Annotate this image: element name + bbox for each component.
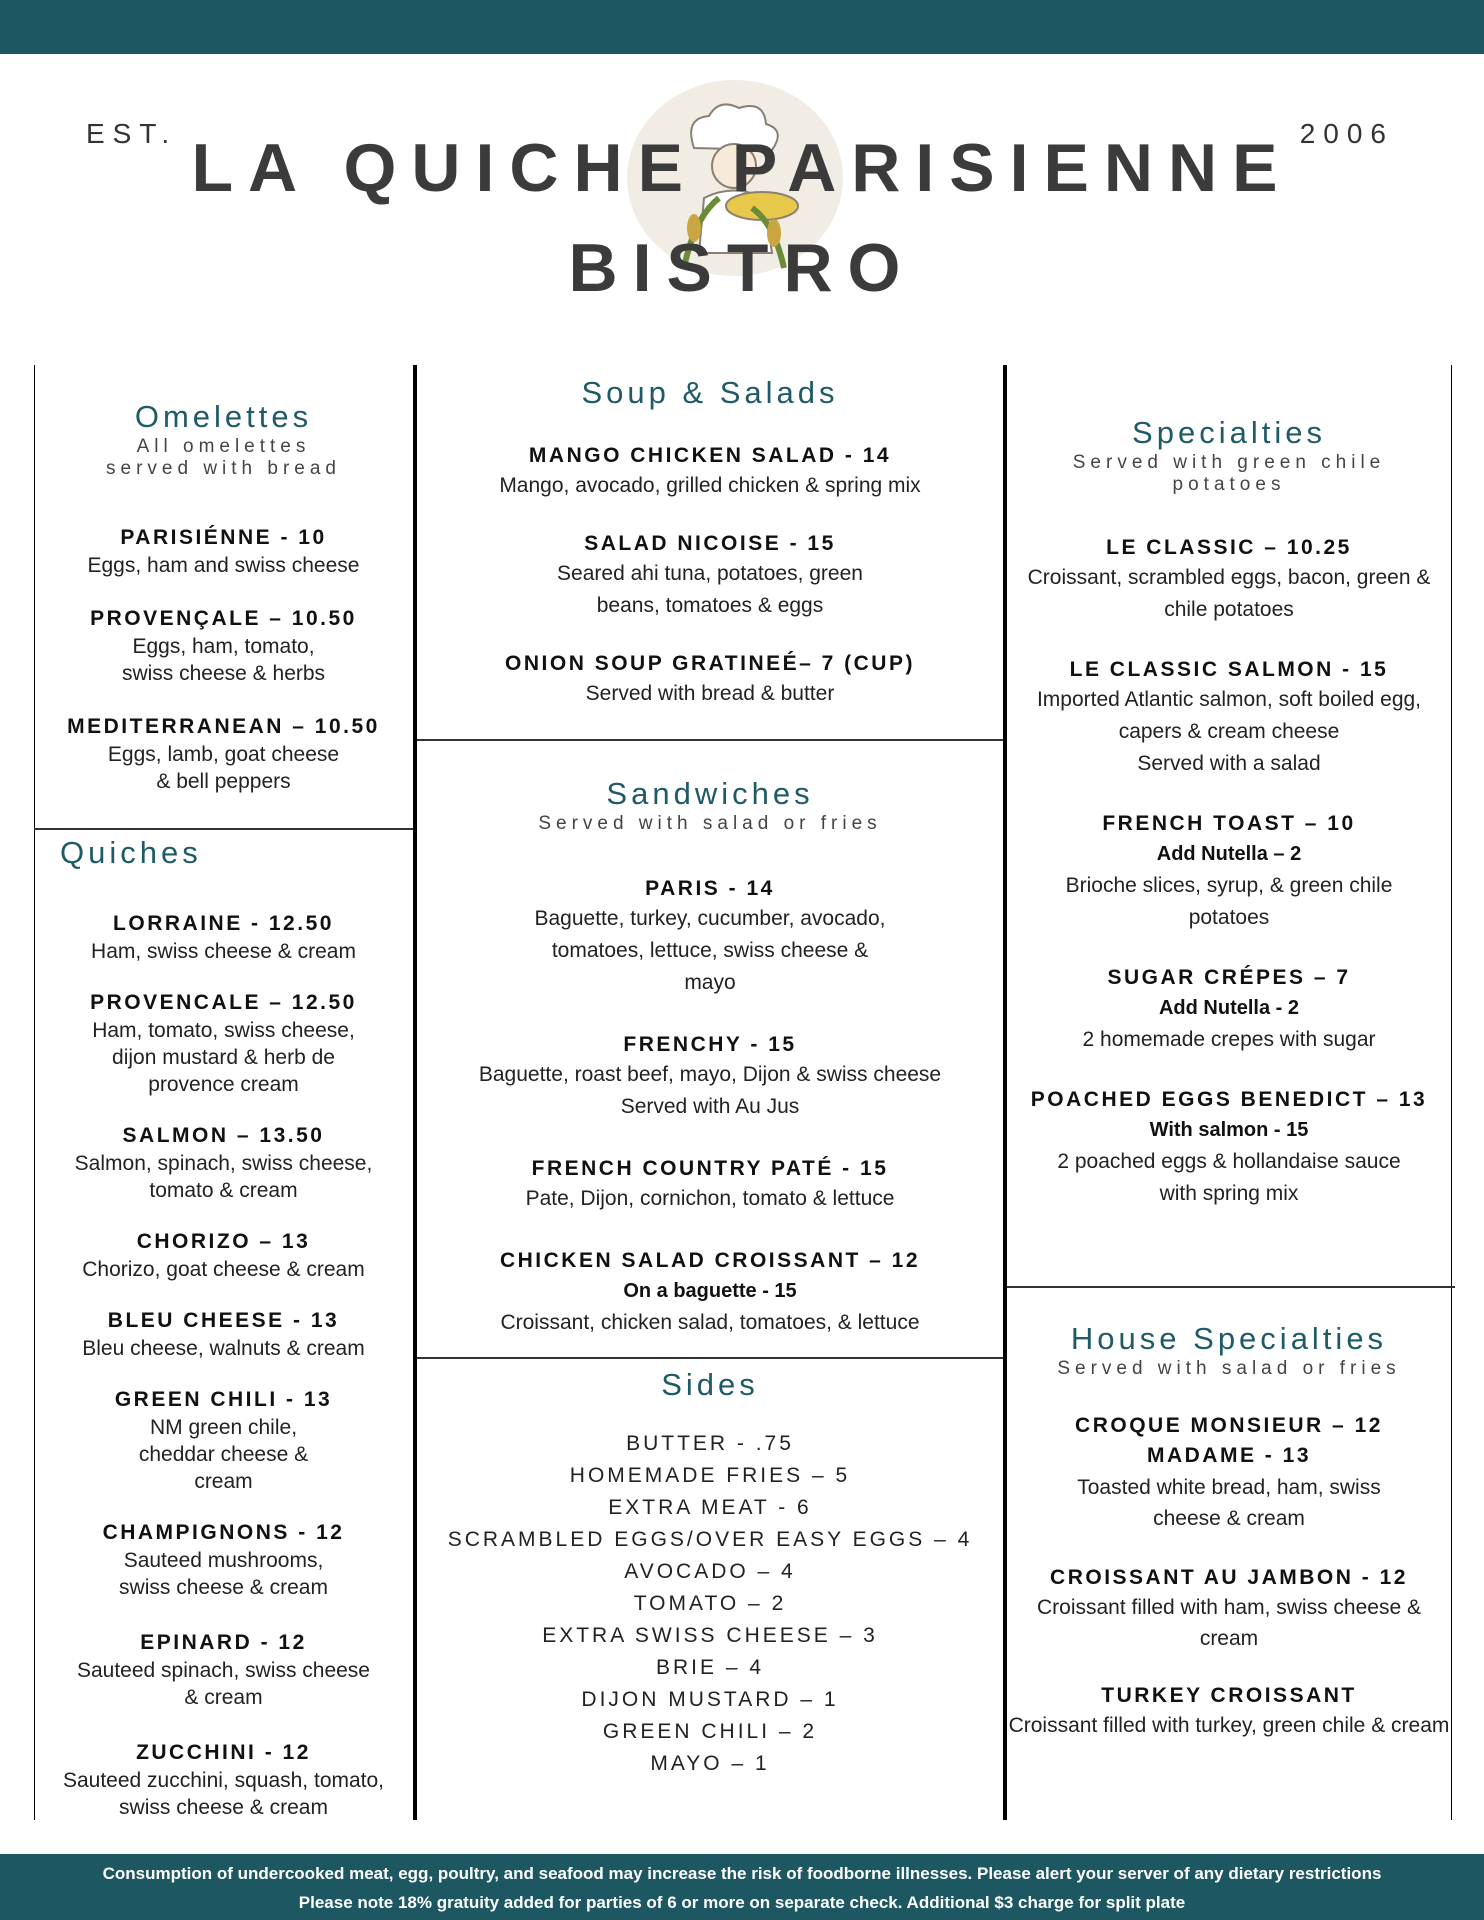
item-name: CROQUE MONSIEUR – 12 xyxy=(1075,1414,1383,1437)
item-desc: Imported Atlantic salmon, soft boiled egg, capers & cream cheese xyxy=(1036,688,1422,743)
top-banner xyxy=(0,0,1484,54)
item-desc: Croissant filled with turkey, green chile & cream xyxy=(1008,1714,1450,1737)
quiches-title: Quiches xyxy=(60,835,202,870)
menu-item xyxy=(417,875,1003,999)
year-label: 2006 xyxy=(1299,118,1394,149)
footer-notice-2: Please note 18% gratuity added for parties of 6 or more on separate check. Additional $3 charge for split plate xyxy=(298,1893,1186,1912)
item-desc: Salmon, spinach, swiss cheese, tomato & cream xyxy=(74,1152,373,1202)
side-item: SCRAMBLED EGGS/OVER EASY EGGS – 4 xyxy=(447,1528,973,1551)
menu-item xyxy=(1007,656,1451,780)
soup-salads-section xyxy=(417,374,1003,710)
item-desc: Croissant, scrambled eggs, bacon, green & chile potatoes xyxy=(1027,566,1431,621)
house-specialties-section xyxy=(1007,1320,1451,1741)
item-name: TURKEY CROISSANT xyxy=(1101,1684,1357,1707)
sandwiches-subtitle: Served with salad or fries xyxy=(538,813,882,834)
item-name: SALAD NICOISE - 15 xyxy=(584,532,836,555)
house-specialties-subtitle: Served with salad or fries xyxy=(1057,1358,1401,1379)
item-name: PARISIÉNNE - 10 xyxy=(120,526,327,549)
menu-item xyxy=(417,650,1003,710)
item-name: FRENCHY - 15 xyxy=(623,1033,797,1056)
side-item: BUTTER - .75 xyxy=(626,1432,794,1455)
item-desc: Croissant, chicken salad, tomatoes, & lettuce xyxy=(500,1311,920,1334)
omelettes-section xyxy=(34,398,413,795)
item-desc: Sauteed zucchini, squash, tomato, swiss cheese & cream xyxy=(62,1769,385,1819)
menu-item xyxy=(34,1228,413,1283)
restaurant-title xyxy=(0,118,1484,318)
item-name: LORRAINE - 12.50 xyxy=(113,912,334,935)
menu-item xyxy=(1007,810,1451,934)
specialties-title: Specialties xyxy=(1132,415,1326,450)
menu-item xyxy=(34,713,413,795)
item-desc: Ham, tomato, swiss cheese, dijon mustard & herb de provence cream xyxy=(92,1019,355,1096)
est-label: EST. xyxy=(86,118,178,149)
sandwiches-section xyxy=(417,775,1003,1339)
item-desc-2: Served with a salad xyxy=(1137,752,1321,775)
item-desc: 2 homemade crepes with sugar xyxy=(1082,1028,1376,1051)
item-name: PROVENCALE – 12.50 xyxy=(90,991,357,1014)
item-desc: NM green chile, cheddar cheese & cream xyxy=(138,1416,309,1493)
house-specialties-title: House Specialties xyxy=(1070,1321,1388,1356)
title-line-2: BISTRO xyxy=(568,230,916,306)
item-desc: Bleu cheese, walnuts & cream xyxy=(82,1337,365,1360)
menu-item xyxy=(34,1307,413,1362)
specialties-subtitle: Served with green chile potatoes xyxy=(1072,452,1386,495)
item-name: FRENCH COUNTRY PATÉ - 15 xyxy=(531,1157,889,1180)
item-name: CHORIZO – 13 xyxy=(136,1230,311,1253)
omelettes-subtitle: All omelettes served with bread xyxy=(106,436,341,479)
item-name: MEDITERRANEAN – 10.50 xyxy=(67,715,380,738)
item-name: CHAMPIGNONS - 12 xyxy=(102,1521,345,1544)
menu-item xyxy=(34,989,413,1098)
menu-item xyxy=(34,605,413,687)
menu-item xyxy=(34,1739,413,1821)
menu-item xyxy=(34,1122,413,1204)
menu-item xyxy=(417,1031,1003,1123)
item-name: SUGAR CRÉPES – 7 xyxy=(1107,966,1351,989)
sides-title: Sides xyxy=(661,1367,759,1402)
side-item: GREEN CHILI – 2 xyxy=(602,1720,818,1743)
menu-item xyxy=(34,910,413,965)
item-desc: Ham, swiss cheese & cream xyxy=(91,940,356,963)
separator-soups-sandwiches xyxy=(417,739,1003,741)
item-desc: Sauteed spinach, swiss cheese & cream xyxy=(76,1659,370,1709)
menu-item xyxy=(1007,1086,1451,1210)
item-name: BLEU CHEESE - 13 xyxy=(107,1309,340,1332)
item-desc: Eggs, ham and swiss cheese xyxy=(87,554,360,577)
side-item: BRIE – 4 xyxy=(655,1656,765,1679)
separator-specialties-house xyxy=(1007,1286,1455,1288)
item-desc: Toasted white bread, ham, swiss cheese & cream xyxy=(1077,1476,1381,1530)
item-name: EPINARD - 12 xyxy=(140,1631,307,1654)
specialties-section xyxy=(1007,414,1451,1210)
sandwiches-title: Sandwiches xyxy=(606,776,814,811)
item-name: LE CLASSIC – 10.25 xyxy=(1106,536,1352,559)
side-item: HOMEMADE FRIES – 5 xyxy=(569,1464,851,1487)
sides-list xyxy=(417,1428,1003,1780)
item-desc: Seared ahi tuna, potatoes, green beans, tomatoes & eggs xyxy=(557,562,863,617)
item-name: PARIS - 14 xyxy=(645,877,775,900)
item-name: PROVENÇALE – 10.50 xyxy=(90,607,357,630)
footer-banner xyxy=(0,1854,1484,1920)
item-extra: On a baguette - 15 xyxy=(623,1280,797,1302)
menu-item xyxy=(417,1247,1003,1339)
sides-section xyxy=(417,1366,1003,1780)
item-name: ONION SOUP GRATINEÉ– 7 (CUP) xyxy=(505,652,915,675)
item-desc: Baguette, turkey, cucumber, avocado, tomatoes, lettuce, swiss cheese & mayo xyxy=(534,907,886,994)
item-desc: Pate, Dijon, cornichon, tomato & lettuce xyxy=(525,1187,895,1210)
menu-item xyxy=(34,1629,413,1711)
item-desc-2: Served with Au Jus xyxy=(620,1095,800,1118)
item-name: LE CLASSIC SALMON - 15 xyxy=(1069,658,1389,681)
menu-item xyxy=(34,1386,413,1495)
item-name: ZUCCHINI - 12 xyxy=(136,1741,311,1764)
side-item: EXTRA MEAT - 6 xyxy=(608,1496,812,1519)
item-extra: With salmon - 15 xyxy=(1149,1119,1309,1141)
omelettes-title: Omelettes xyxy=(134,399,313,434)
separator-sandwiches-sides xyxy=(417,1357,1003,1359)
item-desc: Mango, avocado, grilled chicken & spring mix xyxy=(499,474,921,497)
soup-salads-title: Soup & Salads xyxy=(581,375,839,410)
item-name: SALMON – 13.50 xyxy=(122,1124,325,1147)
item-desc: Served with bread & butter xyxy=(585,682,835,705)
item-name: MANGO CHICKEN SALAD - 14 xyxy=(528,444,892,467)
item-extra: Add Nutella - 2 xyxy=(1158,997,1299,1019)
footer-notice-1: Consumption of undercooked meat, egg, poultry, and seafood may increase the risk of foodborne illnesses. Please alert your server of any dietary restrictions xyxy=(102,1864,1382,1883)
menu-item xyxy=(1007,1564,1451,1654)
side-item: TOMATO – 2 xyxy=(633,1592,787,1615)
item-name: CHICKEN SALAD CROISSANT – 12 xyxy=(499,1249,921,1272)
menu-item xyxy=(1007,1682,1451,1741)
item-name: FRENCH TOAST – 10 xyxy=(1102,812,1356,835)
item-name: GREEN CHILI - 13 xyxy=(114,1388,333,1411)
item-desc: Sauteed mushrooms, swiss cheese & cream xyxy=(119,1549,328,1599)
item-name: CROISSANT AU JAMBON - 12 xyxy=(1050,1566,1408,1589)
right-border-line xyxy=(1451,365,1452,1820)
menu-item xyxy=(1007,534,1451,626)
item-extra: Add Nutella – 2 xyxy=(1156,843,1302,865)
side-item: MAYO – 1 xyxy=(650,1752,770,1775)
item-desc: Brioche slices, syrup, & green chile potatoes xyxy=(1065,874,1393,929)
item-name-2: MADAME - 13 xyxy=(1146,1444,1311,1467)
title-line-1: LA QUICHE PARISIENNE xyxy=(191,130,1293,206)
separator-omelettes-quiches xyxy=(34,828,413,830)
menu-item xyxy=(1007,1412,1451,1534)
menu-item xyxy=(417,442,1003,502)
menu-item xyxy=(417,530,1003,622)
menu-item xyxy=(417,1155,1003,1215)
item-desc: 2 poached eggs & hollandaise sauce with spring mix xyxy=(1057,1150,1401,1205)
item-desc: Croissant filled with ham, swiss cheese & cream xyxy=(1037,1596,1421,1650)
side-item: EXTRA SWISS CHEESE – 3 xyxy=(542,1624,878,1647)
side-item: DIJON MUSTARD – 1 xyxy=(581,1688,839,1711)
menu-item xyxy=(34,1519,413,1601)
item-desc: Eggs, ham, tomato, swiss cheese & herbs xyxy=(121,635,326,685)
item-desc: Baguette, roast beef, mayo, Dijon & swiss cheese xyxy=(478,1063,942,1086)
quiches-section xyxy=(34,834,413,1821)
item-desc: Chorizo, goat cheese & cream xyxy=(82,1258,365,1281)
item-desc: Eggs, lamb, goat cheese & bell peppers xyxy=(107,743,340,793)
menu-item xyxy=(1007,964,1451,1056)
item-name: POACHED EGGS BENEDICT – 13 xyxy=(1030,1088,1428,1111)
menu-item xyxy=(34,524,413,579)
side-item: AVOCADO – 4 xyxy=(624,1560,796,1583)
